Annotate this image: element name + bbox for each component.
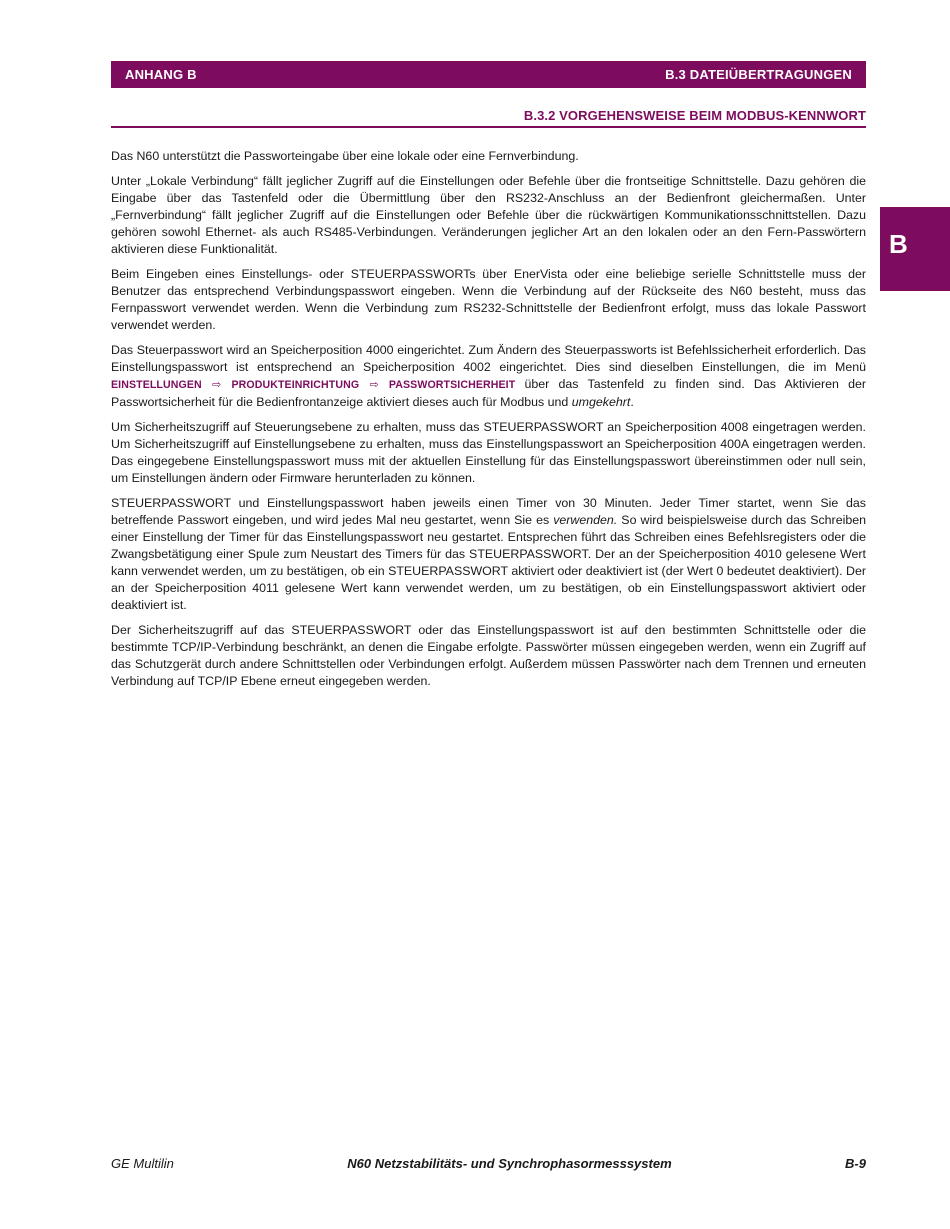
section-title: B.3.2 VORGEHENSWEISE BEIM MODBUS-KENNWORT (523, 108, 866, 123)
header-appendix-label: ANHANG B (125, 67, 197, 82)
side-tab-letter: B (889, 229, 908, 259)
footer-product-title: N60 Netzstabilitäts- und Synchrophasormesssystem (347, 1156, 672, 1171)
menu-arrow-icon: ⇨ (369, 379, 379, 391)
paragraph-6 (111, 495, 866, 614)
menu-path-product-setup: PRODUKTEINRICHTUNG (231, 379, 360, 391)
paragraph-7: Der Sicherheitszugriff auf das STEUERPASSWORT oder das Einstellungspasswort ist auf den bestimmten Schnittstelle oder die bestimmte TCP/IP-Verbindung beschränkt, an denen die Eingabe erfolgte. Passwörter müssen eingegeben werden, wenn ein Zugriff auf das Schutzgerät durch andere Schnittstellen oder Verbindungen erfolgt. Außerdem müssen Passwörter nach dem Trennen und erneuten Verbindung auf TCP/IP Ebene erneut eingegeben werden. (111, 623, 866, 688)
footer-page-number: B-9 (845, 1156, 866, 1171)
appendix-side-tab (880, 207, 950, 291)
paragraph-4-text-end: . (630, 395, 634, 409)
paragraph-4-text-start: Das Steuerpasswort wird an Speicherposition 4000 eingerichtet. Zum Ändern des Steuerpassworts ist Befehlssicherheit erforderlich. Das Einstellungspasswort ist entsprechend an Speicherposition 4002 eingerichtet. Dies sind dieselben Einstellungen, die im Menü (111, 343, 866, 374)
menu-path-settings: EINSTELLUNGEN (111, 379, 202, 391)
paragraph-2: Unter „Lokale Verbindung“ fällt jeglicher Zugriff auf die Einstellungen oder Befehle über die frontseitige Schnittstelle. Dazu gehören die Eingabe über das Tastenfeld oder die Übermittlung über den RS232-Anschluss an der Bedienfront gleichermaßen. Unter „Fernverbindung“ fällt jeglicher Zugriff auf die Einstellungen oder Befehle über die rückwärtigen Kommunikationsschnittstellen. Dazu gehören sowohl Ethernet- als auch RS485-Verbindungen. Veränderungen jeglicher Art an den lokalen oder an den Fern-Passwörtern aktivieren diese Funktionalität. (111, 174, 866, 256)
footer-company: GE Multilin (111, 1156, 174, 1171)
section-divider (111, 126, 866, 128)
paragraph-6-text-end: So wird beispielsweise durch das Schreiben einer Einstellung der Timer für das Einstellungspasswort neu gestartet. Entsprechen führt das Schreiben eines Befehlsregisters oder die Zwangsbetätigung einer Spule zum Neustart des Timers für das STEUERPASSWORT. Der an der Speicherposition 4010 gelesene Wert kann verwendet werden, um zu bestätigen, ob ein STEUERPASSWORT aktiviert oder deaktiviert ist (der Wert 0 bedeutet deaktiviert). Der an der Speicherposition 4011 gelesene Wert kann verwendet werden, um zu bestätigen, ob ein Einstellungspasswort aktiviert oder deaktiviert ist. (111, 513, 867, 612)
chapter-header-bar (111, 61, 866, 88)
page-footer (111, 1156, 866, 1171)
paragraph-3: Beim Eingeben eines Einstellungs- oder STEUERPASSWORTs über EnerVista oder eine beliebige serielle Schnittstelle muss der Benutzer das entsprechend Verbindungspasswort eingeben. Wenn die Verbindung auf der Rückseite des N60 besteht, muss das Fernpasswort verwendet werden. Wenn die Verbindung zum RS232-Schnittstelle der Bedienfront erfolgt, muss das lokale Passwort verwendet werden. (111, 267, 866, 332)
paragraph-1: Das N60 unterstützt die Passworteingabe über eine lokale oder eine Fernverbindung. (111, 149, 579, 163)
paragraph-6-emphasis: verwenden. (553, 513, 618, 527)
menu-arrow-icon: ⇨ (212, 379, 222, 391)
header-section-label: B.3 DATEIÜBERTRAGUNGEN (665, 67, 852, 82)
paragraph-4-text-middle: über das Tastenfeld zu finden sind. Das Aktivieren der Passwortsicherheit für die Bedienfrontanzeige aktiviert dieses auch für Modbus und (111, 377, 867, 409)
paragraph-6-text-start: STEUERPASSWORT und Einstellungspasswort haben jeweils einen Timer von 30 Minuten. Jeder Timer startet, wenn Sie das betreffende Passwort eingeben, und wird jedes Mal neu gestartet, wenn Sie es (111, 496, 866, 527)
paragraph-4-emphasis: umgekehrt (571, 395, 631, 409)
paragraph-4 (111, 342, 866, 411)
body-text (111, 148, 866, 698)
paragraph-5: Um Sicherheitszugriff auf Steuerungsebene zu erhalten, muss das STEUERPASSWORT an Speicherposition 4008 eingetragen werden. Um Sicherheitszugriff auf Einstellungsebene zu erhalten, muss das Einstellungspasswort an Speicherposition 400A eingetragen werden. Das eingegebene Einstellungspasswort muss mit der aktuellen Einstellung für das Einstellungspasswort übereinstimmen oder null sein, um Einstellungen ändern oder Firmware herunterladen zu können. (111, 420, 866, 485)
menu-path-password-security: PASSWORTSICHERHEIT (388, 379, 516, 391)
